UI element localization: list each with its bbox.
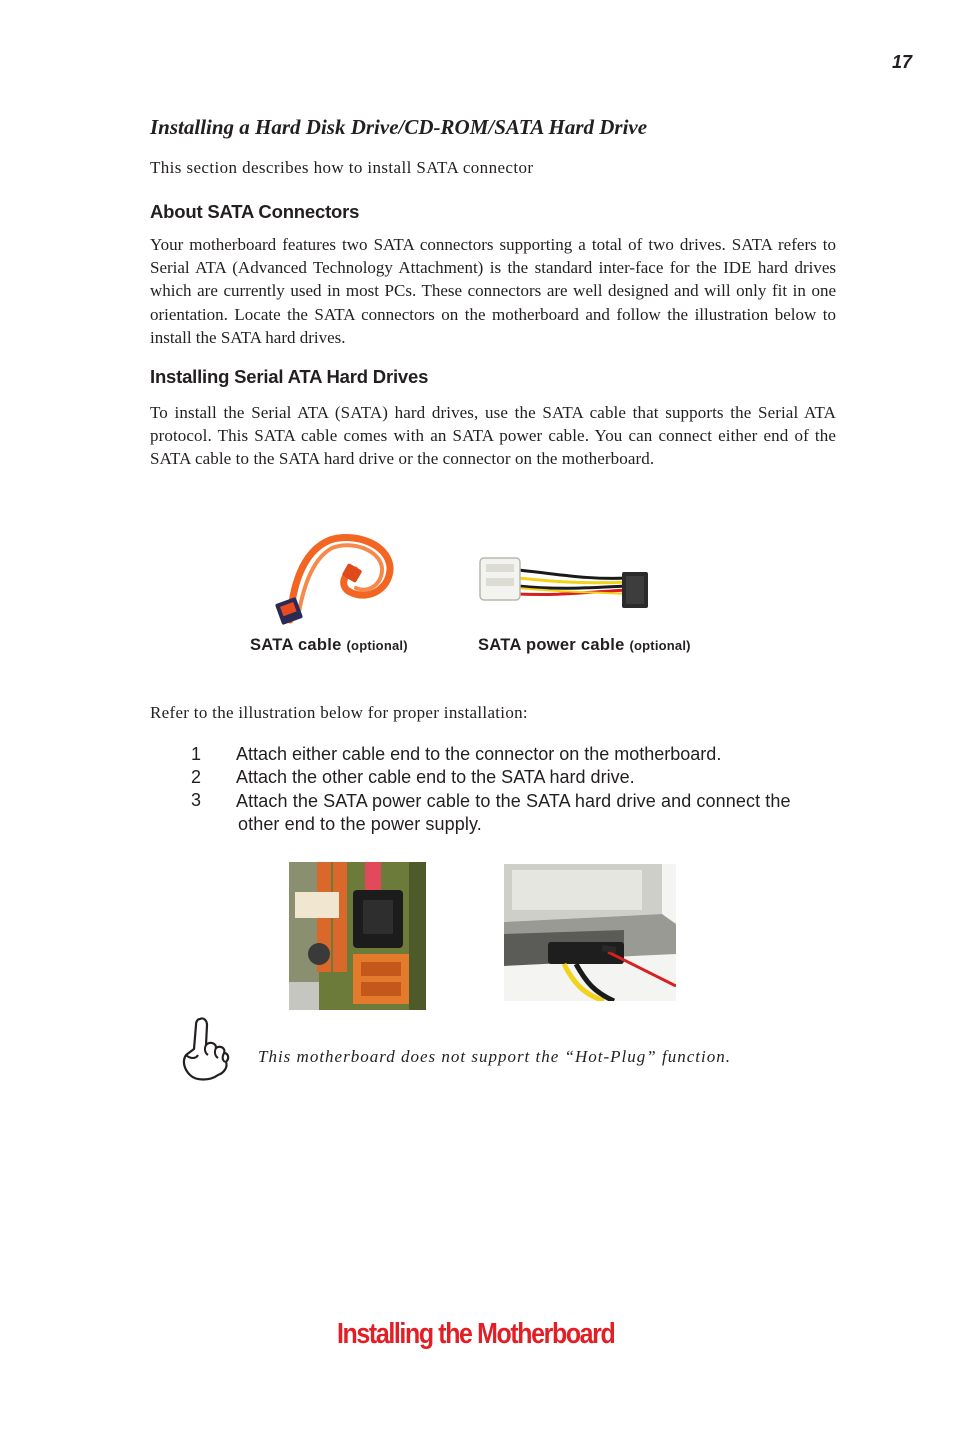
hard-drive-photo [504,864,676,1001]
install-heading: Installing Serial ATA Hard Drives [150,366,429,387]
step-number: 3 [191,790,202,810]
sata-power-cable-image [478,552,654,612]
section-title: Installing a Hard Disk Drive/CD-ROM/SATA Hard Drive [150,115,648,139]
step-text-line2: other end to the power supply. [238,814,482,834]
power-cable-label: SATA power cable [478,636,625,654]
about-paragraph: Your motherboard features two SATA connectors supporting a total of two drives. SATA refers to Serial ATA (Advanced Technology Attachment) is the standard inter-face for the IDE hard drives which are currently used in most PCs. These connectors are well designed and will only fit in one orientation. Locate the SATA connectors on the motherboard and follow the illustration below to install the SATA hard drives. [150,235,836,347]
about-heading: About SATA Connectors [150,201,360,222]
hot-plug-note: This motherboard does not support the “Hot-Plug” function. [258,1047,731,1066]
intro-text: This section describes how to install SATA connector [150,158,534,177]
footer-chapter-title: Installing the Motherboard [337,1318,615,1350]
sata-cable-caption [250,636,408,655]
page-number: 17 [891,52,912,72]
pointing-hand-icon [180,1015,232,1085]
step-number: 2 [191,767,202,787]
sata-cable-label: SATA cable [250,636,342,654]
refer-text: Refer to the illustration below for proper installation: [150,703,528,722]
step-number: 1 [191,744,202,764]
step-text-line1: Attach the SATA power cable to the SATA hard drive and connect the [236,791,791,811]
sata-cable-optional: (optional) [346,638,408,653]
step-text: Attach either cable end to the connector on the motherboard. [236,744,722,764]
sata-cable-image [270,532,400,627]
step-text: Attach the other cable end to the SATA hard drive. [236,767,635,787]
power-cable-optional: (optional) [629,638,691,653]
motherboard-connector-photo [289,862,426,1010]
power-cable-caption [478,636,691,655]
step-text [236,790,836,836]
install-paragraph: To install the Serial ATA (SATA) hard drives, use the SATA cable that supports the Serial ATA protocol. This SATA cable comes with an SATA power cable. You can connect either end of the SATA cable to the SATA hard drive or the connector on the motherboard. [150,403,836,469]
